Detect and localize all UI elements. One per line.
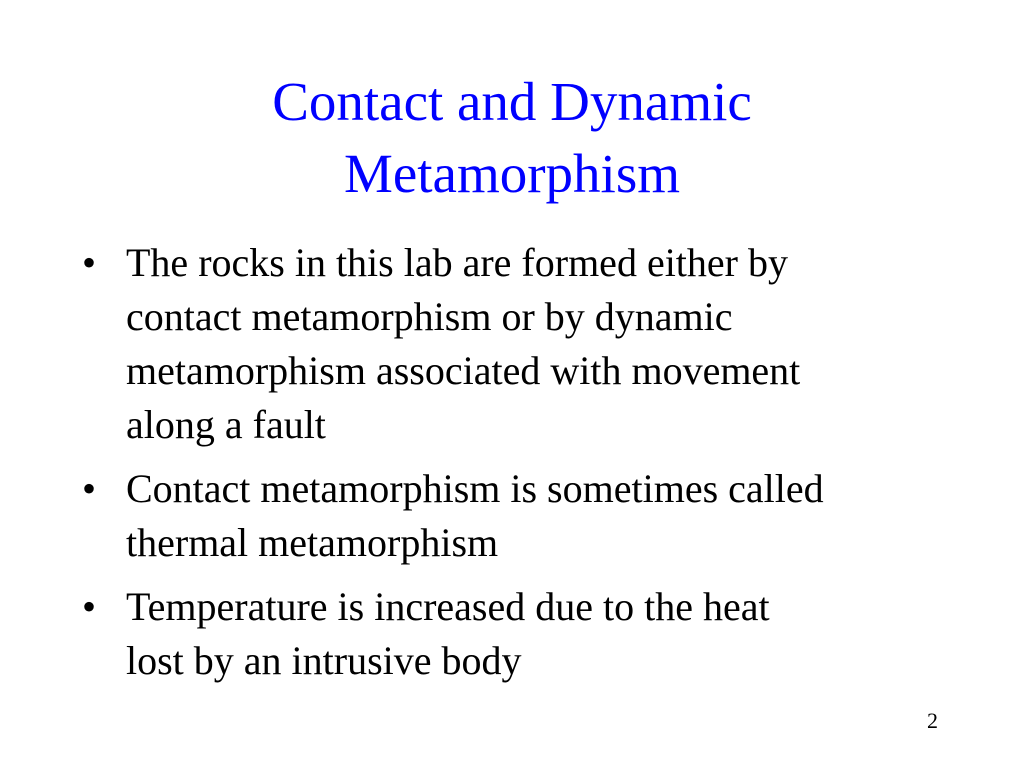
slide-title <box>112 66 912 210</box>
bullet-text-line: metamorphism associated with movement <box>126 348 801 393</box>
bullet-text-line: Contact metamorphism is sometimes called <box>126 466 824 511</box>
bullet-icon: • <box>82 584 97 629</box>
slide-title-line-1: Contact and Dynamic <box>272 71 752 132</box>
bullet-item-2 <box>82 462 962 570</box>
slide-title-line-2: Metamorphism <box>343 143 681 204</box>
bullet-text-line: thermal metamorphism <box>126 520 499 565</box>
bullet-icon: • <box>82 240 97 285</box>
bullet-text-line: The rocks in this lab are formed either by <box>126 240 788 285</box>
bullet-text-line: contact metamorphism or by dynamic <box>126 294 733 339</box>
bullet-icon: • <box>82 466 97 511</box>
bullet-item-1 <box>82 236 962 452</box>
bullet-item-3 <box>82 580 962 688</box>
bullet-text-line: Temperature is increased due to the heat <box>126 584 770 629</box>
bullet-list <box>82 236 962 698</box>
page-number: 2 <box>927 708 938 733</box>
bullet-text-line: lost by an intrusive body <box>126 638 522 683</box>
bullet-text-line: along a fault <box>126 402 326 447</box>
